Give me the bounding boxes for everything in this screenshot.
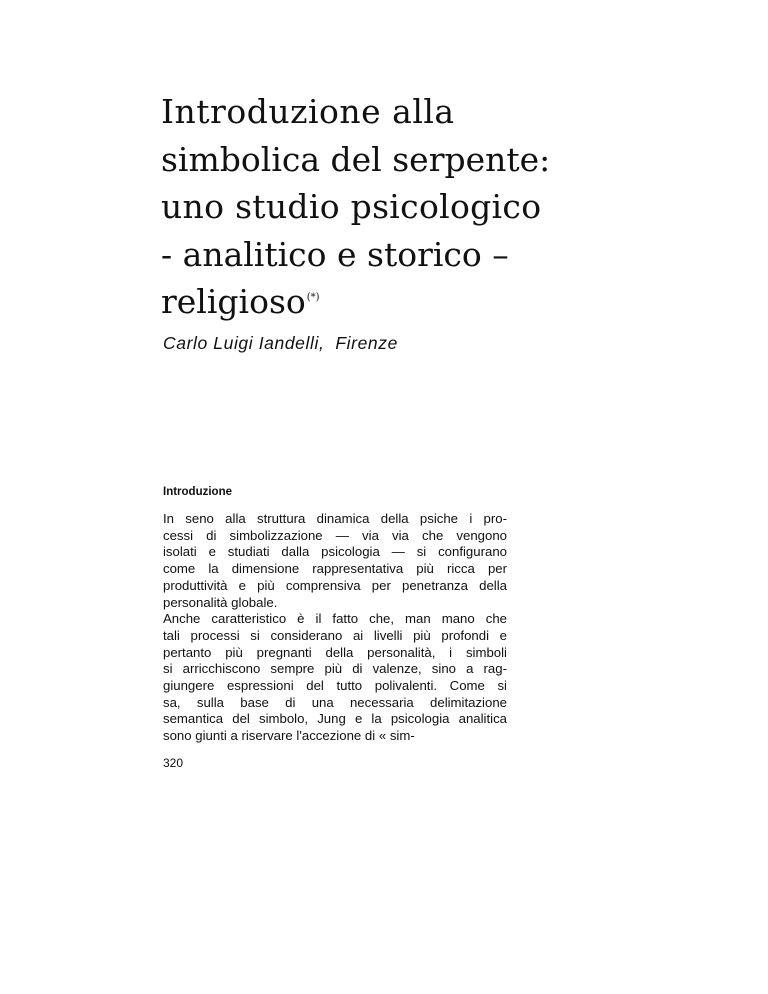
body-line: si arricchiscono sempre più di valenze, sino a rag- <box>163 661 507 677</box>
body-line: personalità globale. <box>163 594 278 610</box>
title-footnote-marker: (*) <box>306 292 320 303</box>
body-line: cessi di simbolizzazione — via via che vengono <box>163 527 507 543</box>
page-number: 320 <box>163 756 184 770</box>
body-line: tali processi si considerano ai livelli più profondi e <box>163 627 507 643</box>
body-line: isolati e studiati dalla psicologia — si configurano <box>163 544 507 560</box>
body-text <box>163 511 507 745</box>
article-title <box>161 88 551 326</box>
title-line: Introduzione alla <box>161 92 455 131</box>
title-line: - analitico e storico – <box>161 234 509 274</box>
body-line: giungere espressioni del tutto polivalenti. Come si <box>163 678 507 694</box>
body-line: semantica del simbolo, Jung e la psicologia analitica <box>163 711 507 727</box>
body-line: come la dimensione rappresentativa più ricca per <box>163 561 507 577</box>
title-line <box>161 278 541 326</box>
section-heading: Introduzione <box>163 486 232 498</box>
title-line: simbolica del serpente: <box>161 139 551 179</box>
body-line: sono giunti a riservare l'accezione di « sim- <box>163 728 415 744</box>
body-line: Anche caratteristico è il fatto che, man mano che <box>163 611 507 627</box>
body-line: sa, sulla base di una necessaria delimitazione <box>163 694 507 710</box>
body-line: produttività e più comprensiva per penetranza della <box>163 577 507 593</box>
body-line: pertanto più pregnanti della personalità, i simboli <box>163 644 507 660</box>
author-line: Carlo Luigi Iandelli, Firenze <box>163 333 398 353</box>
title-last-word: religioso <box>161 282 306 321</box>
body-line: In seno alla struttura dinamica della psiche i pro- <box>163 511 507 526</box>
title-line: uno studio psicologico <box>161 187 542 226</box>
